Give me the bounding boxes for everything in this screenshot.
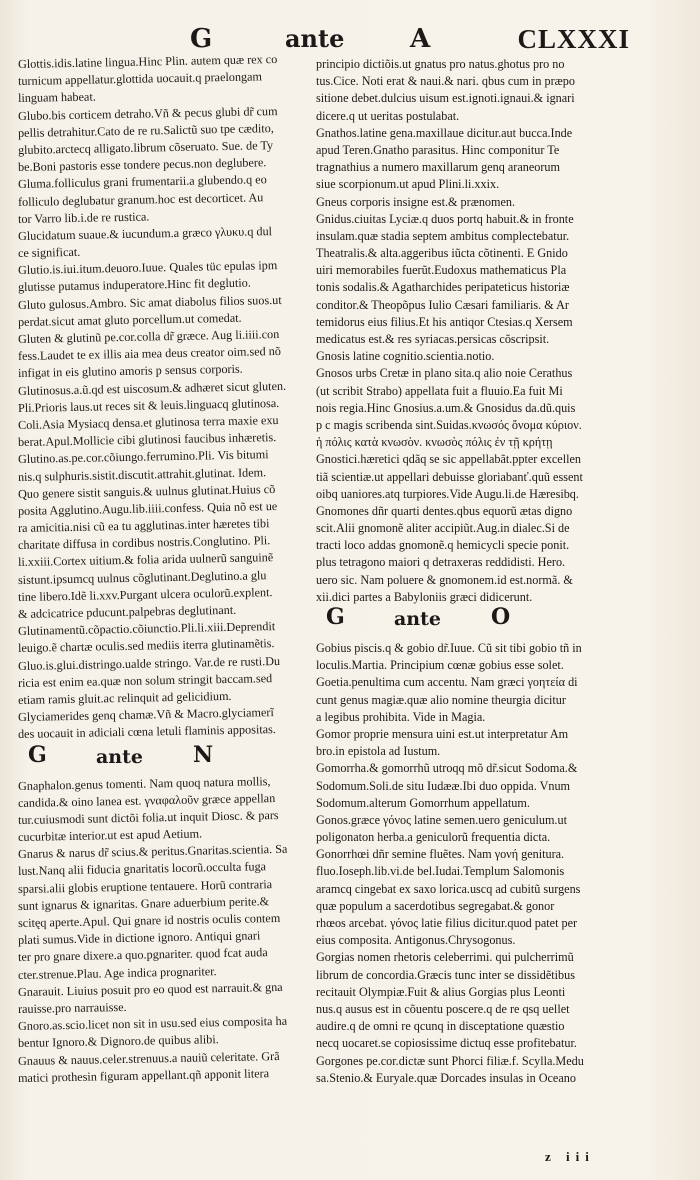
text-line: quæ populum a sacerdotibus segregabat.& gonor xyxy=(316,898,555,913)
text-line: tur.cuiusmodi sunt dictõi folia.ut inquit Diosc. & pars xyxy=(17,807,279,827)
text-line: Gnarus & narus dr̃ scius.& peritus.Gnaritas.scientia. Sa xyxy=(17,842,288,862)
text-line: Gnidus.ciuitas Lyciæ.q duos portq habuit.& in fronte xyxy=(316,211,574,226)
text-line: Glutio.is.iui.itum.deuoro.Iuue. Quales tüc epulas ipm xyxy=(17,258,278,278)
text-line: nis.q sulphuris.sistit.discutit.attrahit.glutinat. Idem. xyxy=(17,464,267,484)
text-line: Glutinosus.a.ũ.qd est uiscosum.& adhæret sicut gluten. xyxy=(17,378,287,398)
text-line: posita Agglutino.Augu.lib.iiii.confess. Quia nõ est ue xyxy=(17,498,278,518)
text-line: aramcq cingebat ex saxo lorica.uscq ad cubitũ surgens xyxy=(316,881,581,896)
text-line: plati sumus.Vide in dictione ignoro. Antiqui gnari xyxy=(17,928,261,948)
text-line: p c magis scribenda sint.Suidas.κνωσός ὄνομα κύριον. xyxy=(316,417,582,432)
text-line: dicere.q ut ueritas postulabat. xyxy=(316,108,460,123)
signature-mark: z iii xyxy=(545,1149,595,1164)
text-line: matici prothesin figuram appellant.qñ apponit litera xyxy=(17,1065,270,1085)
text-line: Gluto gulosus.Ambro. Sic amat diabolus filios suos.ut xyxy=(17,292,282,312)
text-line: sa.Stenio.& Euryale.quæ Dorcades insulas in Oceano xyxy=(316,1070,576,1085)
text-line: Gnostici.hæretici qdãq se sic appellabãt.ppter excellen xyxy=(316,452,581,467)
text-line: Glottis.idis.latine lingua.Hinc Plin. autem quæ rex co xyxy=(17,52,278,71)
text-line: Gnauus & nauus.celer.strenuus.a nauiũ celeritate. Grã xyxy=(17,1048,280,1068)
text-line: pellis detrahitur.Cato de re ru.Salictũ suo tpe cædito, xyxy=(17,120,274,140)
text-line: Gomorrha.& gomorrhũ utroqq mõ dr̃.sicut Sodoma.& xyxy=(316,761,578,776)
text-line: turnicum appellatur.glottida uocauit.q praelongam xyxy=(17,69,263,89)
text-line: xii.dici partes a Babyloniis græci didicerunt. xyxy=(316,589,533,604)
text-line: bentur Ignoro.& Dignoro.de quibus alibi. xyxy=(17,1032,219,1051)
right-column-entries-a xyxy=(316,56,628,606)
text-line: ter pro gnare dixere.a quo.pgnariter. quod fcat auda xyxy=(17,945,268,965)
text-line: tor Varro lib.i.de re rustica. xyxy=(17,209,150,226)
text-line: Gnomones dñr quarti dentes.qbus equorũ ætas digno xyxy=(316,503,573,518)
text-line: des uocauit in adiciali cœna letuli flaminis appositas. xyxy=(17,722,276,742)
text-line: librum de concordia.Græcis tunc inter se dissidẽtibus xyxy=(316,967,575,982)
text-line: bro.in epistola ad Iustum. xyxy=(316,744,441,759)
text-line: Gnaphalon.genus tomenti. Nam quoq natura mollis, xyxy=(17,773,271,793)
text-line: medicatus est.& res syriacas.persicas cõscripsit. xyxy=(316,332,550,346)
text-line: rauisse.pro narrauisse. xyxy=(17,999,127,1016)
header-letter-left: G xyxy=(190,24,213,54)
text-line: plus tetragono maiori q detraxeras reddidisti. Hero. xyxy=(316,555,566,570)
text-line: tragnathius a numero maxillarum genq araneorum xyxy=(316,160,561,175)
text-line: glutisse putamus induperatore.Hinc fit deglutio. xyxy=(17,275,251,295)
text-line: poligonaton herba.a geniculorũ frequentia dicta. xyxy=(316,830,551,845)
text-line: folliculo deglubatur granum.hoc est decorticet. Au xyxy=(17,189,264,209)
text-line: Coli.Asia Mysiacq densa.et glutinosa terra maxie exu xyxy=(17,412,279,432)
text-line: ἡ πόλις κατὰ κνωσὸν. κνωσὸς πόλις ἐν τῇ κρήτῃ xyxy=(316,435,553,450)
text-line: charitate diffusa in cordibus nostris.Conglutino. Pli. xyxy=(17,533,271,553)
text-line: principio dictiõis.ut gnatus pro natus.ghotus pro no xyxy=(316,57,565,71)
section-word: ante xyxy=(394,608,441,630)
text-line: etiam ramis gluit.ac relinquit ad gelicidium. xyxy=(17,688,232,707)
text-line: scit.Alii gnomonẽ aliter accipiũt.Aug.in dialec.Si de xyxy=(316,521,570,536)
text-line: tiã scientiæ.ut appellari debuisse gloriabanť.quũ essent xyxy=(316,469,583,484)
text-line: cucurbitæ interior.ut est apud Aetium. xyxy=(17,826,203,845)
text-line: Glucidatum suaue.& iucundum.a græco γλυκυ.q dul xyxy=(17,223,273,243)
text-line: fess.Laudet te ex illis aia mea deus creator oim.sed nõ xyxy=(17,344,282,364)
section-heading-go xyxy=(316,604,628,639)
left-column xyxy=(17,52,302,1087)
text-line: berat.Apul.Mollicie cibi glutinosi faucibus inhæretis. xyxy=(17,430,277,450)
right-column-entries-b xyxy=(316,640,628,1087)
text-line: sistunt.ipsumcq uulnus cõglutinant.Deglutino.a glu xyxy=(17,567,267,587)
left-column-entries-a xyxy=(17,52,302,744)
text-line: nus.q ausus est in cõuentu poscere.q de re qsq uellet xyxy=(316,1001,570,1016)
section-word: ante xyxy=(96,745,143,768)
text-line: tracti loco addas gnomonẽ.q hemicycli specie ponit. xyxy=(316,538,570,553)
text-line: necq uocaret.se copiosissime dictuq esse profitebatur. xyxy=(316,1036,577,1051)
text-line: scitęq aperte.Apul. Qui gnare id nostris oculis contem xyxy=(17,910,281,930)
text-line: conditor.& Theopõpus Iulio Cæsari familiaris. & Ar xyxy=(316,297,569,312)
right-column xyxy=(316,56,628,1087)
text-line: ce significat. xyxy=(17,244,81,261)
text-line: Theatralis.& alta.aggeribus iũcta cõtinenti. E Gnido xyxy=(316,246,568,261)
text-line: Gluo.is.glui.distringo.ualde stringo. Var.de re rusti.Du xyxy=(17,653,281,673)
section-letter-right: N xyxy=(193,741,214,768)
text-line: Goetia.penultima cum accentu. Nam græci γοητεία di xyxy=(316,675,578,690)
folio-number: CLXXXI xyxy=(517,24,630,54)
text-line: uiri memorabiles fuerũt.Eudoxus mathematicus Pla xyxy=(316,263,567,278)
text-line: sitione debet.dulcius uisum est.ignoti.ignaui.& ignari xyxy=(316,91,575,106)
text-line: siue scorpionum.ut apud Plini.li.xxix. xyxy=(316,177,500,192)
text-line: insulam.quæ stadia septem ambitus complectebatur. xyxy=(316,228,570,243)
section-letter-left: G xyxy=(28,741,47,768)
text-line: audire.q de omni re qcunq in disceptatione quæstio xyxy=(316,1019,565,1034)
text-line: tine libero.Idẽ li.xxv.Purgant ulcera oculorũ.explent. xyxy=(17,584,273,604)
text-line: Gnosos urbs Cretæ in plano sita.q alio noie Cerathus xyxy=(316,366,573,381)
text-line: rhœos arcebat. γόνος latie filius dicitur.quod patet per xyxy=(316,916,578,930)
text-line: be.Boni pastoris esse tondere pecus.non deglubere. xyxy=(17,155,267,175)
text-line: lust.Nanq alii fiducia gnaritatis locorũ.occulta fuga xyxy=(17,859,267,879)
section-letter-left: G xyxy=(326,604,345,630)
text-line: Gorgias nomen rhetoris celeberrimi. qui pulcherrimũ xyxy=(316,950,574,965)
text-line: oibq uaniores.atq turpiores.Vide Augu.li.de Hæresibq. xyxy=(316,486,579,501)
header-word: ante xyxy=(285,24,345,53)
text-line: eius composita. Antigonus.Chrysogonus. xyxy=(316,933,516,948)
text-line: perdat.sicut amat gluto porcellum.ut comedat. xyxy=(17,310,242,329)
text-line: infigat in eis glutino amoris p sensus corporis. xyxy=(17,362,243,381)
text-line: (ut scribit Strabo) appellata fuit a fluuio.Ea fuit Mi xyxy=(316,383,563,398)
text-line: Gonos.græce γόνος latine semen.uero geniculum.ut xyxy=(316,812,567,827)
text-line: tonis sodalis.& Agatharchides peripateticus historiæ xyxy=(316,280,570,295)
text-line: cter.strenue.Plau. Age indica prognariter. xyxy=(17,963,217,982)
section-heading-gn xyxy=(18,741,302,777)
left-column-entries-b xyxy=(17,773,302,1087)
text-line: glubito.arctecq alligato.librum cõseruato. Sue. de Ty xyxy=(17,138,274,157)
header-letter-right: A xyxy=(410,24,431,54)
text-line: Gomor proprie mensura uini est.ut interpretatur Am xyxy=(316,726,569,741)
text-line: Glutinamentũ.cõpactio.cõiunctio.Pli.li.xiii.Deprendit xyxy=(17,619,276,639)
text-line: apud Teren.Gnatho parasitus. Hinc componitur Te xyxy=(316,142,560,157)
text-line: a legibus prohibita. Vide in Magia. xyxy=(316,709,486,724)
text-line: tus.Cice. Noti erat & naui.& nari. qbus cum in præpo xyxy=(316,74,575,89)
text-line: Gobius piscis.q & gobio dr̃.Iuue. Cũ sit tibi gobio tñ in xyxy=(316,641,582,655)
text-line: Glyciamerides genq chamæ.Vñ & Macro.glyciamerĩ xyxy=(17,705,274,725)
text-line: Sodomum.alterum Gomorrhum appellatum. xyxy=(316,795,530,810)
text-line: sparsi.alii globis eruptione tentauere. Horũ contraria xyxy=(17,876,273,896)
text-line: uero sic. Nam poluere & gnomonem.id est.normã. & xyxy=(316,572,573,587)
text-line: ra amicitia.nisi cũ ea tu agglutinas.inter hæretes tibi xyxy=(17,516,270,536)
text-line: Gnosis latine cognitio.scientia.notio. xyxy=(316,349,495,364)
text-line: fluo.Ioseph.lib.vi.de bel.Iudai.Templum Salomonis xyxy=(316,864,565,879)
text-line: Glutino.as.pe.cor.cõiungo.ferrumino.Pli. Vis bitumi xyxy=(17,447,269,467)
text-line: ricia est enim ea.quæ non solum stringit baccam.sed xyxy=(17,670,273,690)
text-line: Gnoro.as.scio.licet non sit in usu.sed eius composita ha xyxy=(17,1013,288,1034)
text-line: Gluten & glutinũ pe.cor.colla dr̃ græce. Aug li.iiii.con xyxy=(17,326,280,346)
text-line: Gluma.folliculus grani frumentarii.a glubendo.q eo xyxy=(17,172,267,192)
text-line: linguam habeat. xyxy=(17,89,96,106)
text-line: Gnarauit. Liuius posuit pro eo quod est narrauit.& gna xyxy=(17,979,283,999)
text-line: nois regia.Hinc Gnosius.a.um.& Gnosidus da.dũ.quis xyxy=(316,400,576,415)
text-line: Gneus corporis insigne est.& prænomen. xyxy=(316,194,516,209)
text-line: loculis.Martia. Principium cœnæ gobius esse solet. xyxy=(316,658,564,673)
text-line: li.xxiii.Cortex uitium.& folia arida uulnerũ sanguinẽ xyxy=(17,550,274,570)
text-line: Gnathos.latine gena.maxillaue dicitur.aut bucca.Inde xyxy=(316,125,573,140)
text-line: Glubo.bis corticem detraho.Vñ & pecus glubi dr̃ cum xyxy=(17,103,278,123)
text-line: recitauit Olympiæ.Fuit & alius Gorgias plus Leonti xyxy=(316,984,566,999)
text-line: & adcicatrice pducunt.palpebras deglutinant. xyxy=(17,602,237,621)
text-line: Gorgones pe.cor.dictæ sunt Phorci filiæ.f. Scylla.Medu xyxy=(316,1053,584,1068)
text-line: Gonorrhœi dñr semine fluẽtes. Nam γονή genitura. xyxy=(316,847,565,862)
text-line: cunt genus magiæ.quæ alio nomine theurgia dicitur xyxy=(316,692,566,707)
text-line: leuigo.ẽ chartæ oculis.sed mediis iterra glutinamẽtis. xyxy=(17,636,275,656)
text-line: sunt ignarus & ignaritas. Gnare aduerbium perite.& xyxy=(17,893,270,913)
text-line: Pli.Prioris laus.ut reces sit & leuis.linguacq glutinosa. xyxy=(17,395,280,415)
text-line: candida.& oino lanea est. γναφαλοῦν græce appellan xyxy=(17,790,276,810)
text-line: Quo genere sistit sanguis.& uulnus glutinat.Huius cõ xyxy=(17,481,276,501)
text-line: temidorus eius filius.Et his antiqor Ctesias.q Xersem xyxy=(316,314,573,329)
text-line: Sodomum.Soli.de situ Iudææ.Ibi duo oppida. Vnum xyxy=(316,778,571,793)
section-letter-right: O xyxy=(491,604,511,630)
